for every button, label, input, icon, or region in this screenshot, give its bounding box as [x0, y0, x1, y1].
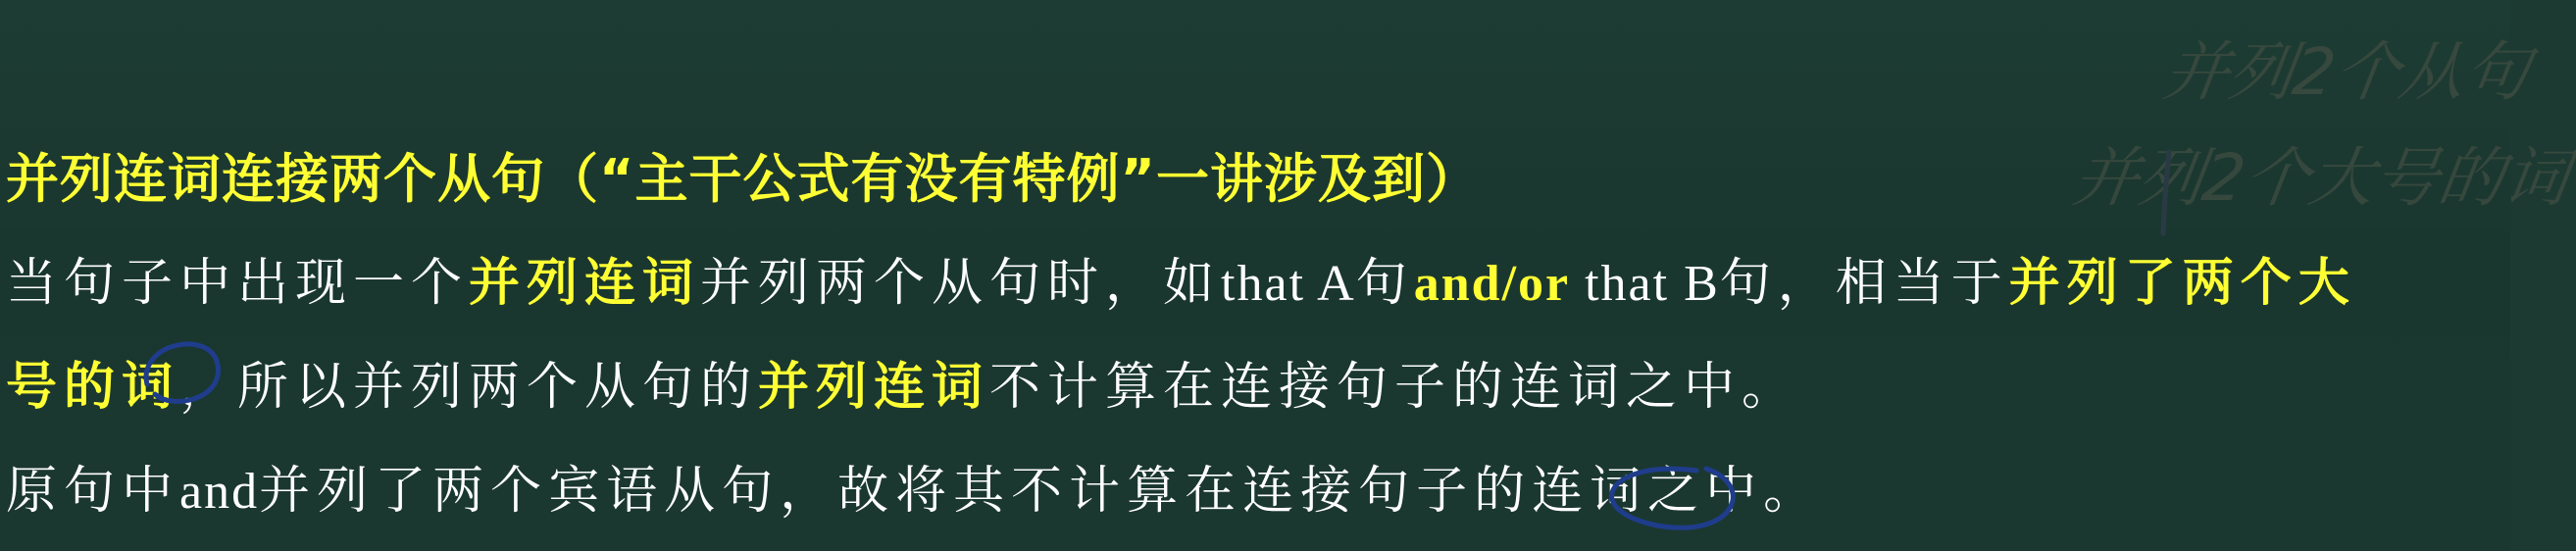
highlight-coordinating-conjunction: 并列连词: [469, 253, 701, 313]
paragraph-line-1: [6, 241, 2356, 315]
text-run: 不计算在连接句子的连词之中。: [989, 358, 1800, 417]
latin-text: and: [179, 464, 260, 520]
paragraph-line-3: [6, 449, 1821, 523]
handwritten-note-2: 并列2个大号的词: [2068, 140, 2574, 216]
text-run: 句，相当于: [1719, 254, 2009, 313]
latin-text: that B: [1570, 256, 1720, 312]
text-run: 并列了两个宾语从句，故将其不计算在连接句子的连词之中。: [259, 462, 1822, 521]
highlight-word-ending: 号的词: [6, 357, 180, 417]
text-run: 当句子中出现一个: [6, 254, 470, 313]
highlight-coordinating-conjunction: 并列连词: [758, 357, 990, 417]
text-run: ，所以并列两个从句的: [179, 358, 759, 417]
text-run: 句: [1355, 254, 1414, 313]
latin-text: that A: [1221, 256, 1356, 312]
handwritten-note-1: 并列2个从句: [2158, 34, 2535, 110]
highlight-two-big-words: 并列了两个大: [2008, 253, 2356, 313]
paragraph-line-2: [6, 345, 1799, 419]
section-heading: 并列连词连接两个从句（“主干公式有没有特例”一讲涉及到）: [6, 148, 1480, 210]
highlight-and-or: and/or: [1413, 256, 1571, 312]
text-run: 原句中: [6, 462, 180, 521]
text-run: 并列两个从句时，如: [700, 254, 1222, 313]
